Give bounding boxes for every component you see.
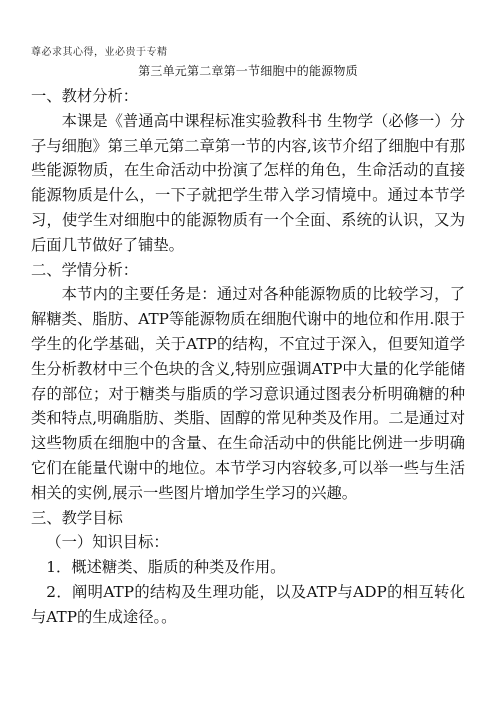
paragraph-textbook-analysis: 本课是《普通高中课程标准实验教科书 生物学（必修一）分子与细胞》第三单元第二章第一节的内容,该节介绍了细胞中有那些能源物质，在生命活动中扮演了怎样的角色，生命活动的直接能源物质是什么，一下子就把学生带入学习情境中。通过本节学习，使学生对细胞中的能源物质有一个全面、系统的认识，又为后面几节做好了铺垫。 (31, 111, 465, 254)
section-heading-teaching-goals: 三、教学目标 (31, 508, 123, 527)
header-motto: 尊必求其心得，业必贵于专精 (31, 47, 168, 58)
document-title: 第三单元第二章第一节细胞中的能源物质 (138, 64, 358, 78)
paragraph-student-analysis: 本节内的主要任务是：通过对各种能源物质的比较学习，了解糖类、脂肪、ATP等能源物质在细胞代谢中的地位和作用.限于学生的化学基础，关于ATP的结构，不宜过于深入，但要知道学生分析教材中三个色块的含义,特别应强调ATP中大量的化学能储存的部位；对于糖类与脂质的学习意识通过图表分析明确糖的种类和特点,明确脂肪、类脂、固醇的常见种类及作用。二是通过对这些物质在细胞中的含量、在生命活动中的供能比例进一步明确它们在能量代谢中的地位。本节学习内容较多,可以举一些与生活相关的实例,展示一些图片增加学生学习的兴趣。 (31, 285, 465, 502)
section-heading-student-analysis: 二、学情分析： (31, 260, 139, 279)
document-body (31, 84, 465, 630)
goal-item-2: 2．阐明ATP的结构及生理功能，以及ATP与ADP的相互转化与ATP的生成途径。。 (31, 582, 465, 626)
section-heading-textbook-analysis: 一、教材分析： (31, 87, 139, 105)
goal-item-1: 1．概述糖类、脂质的种类及作用。 (46, 558, 286, 577)
subheading-knowledge-goals: （一）知识目标： (46, 533, 169, 552)
